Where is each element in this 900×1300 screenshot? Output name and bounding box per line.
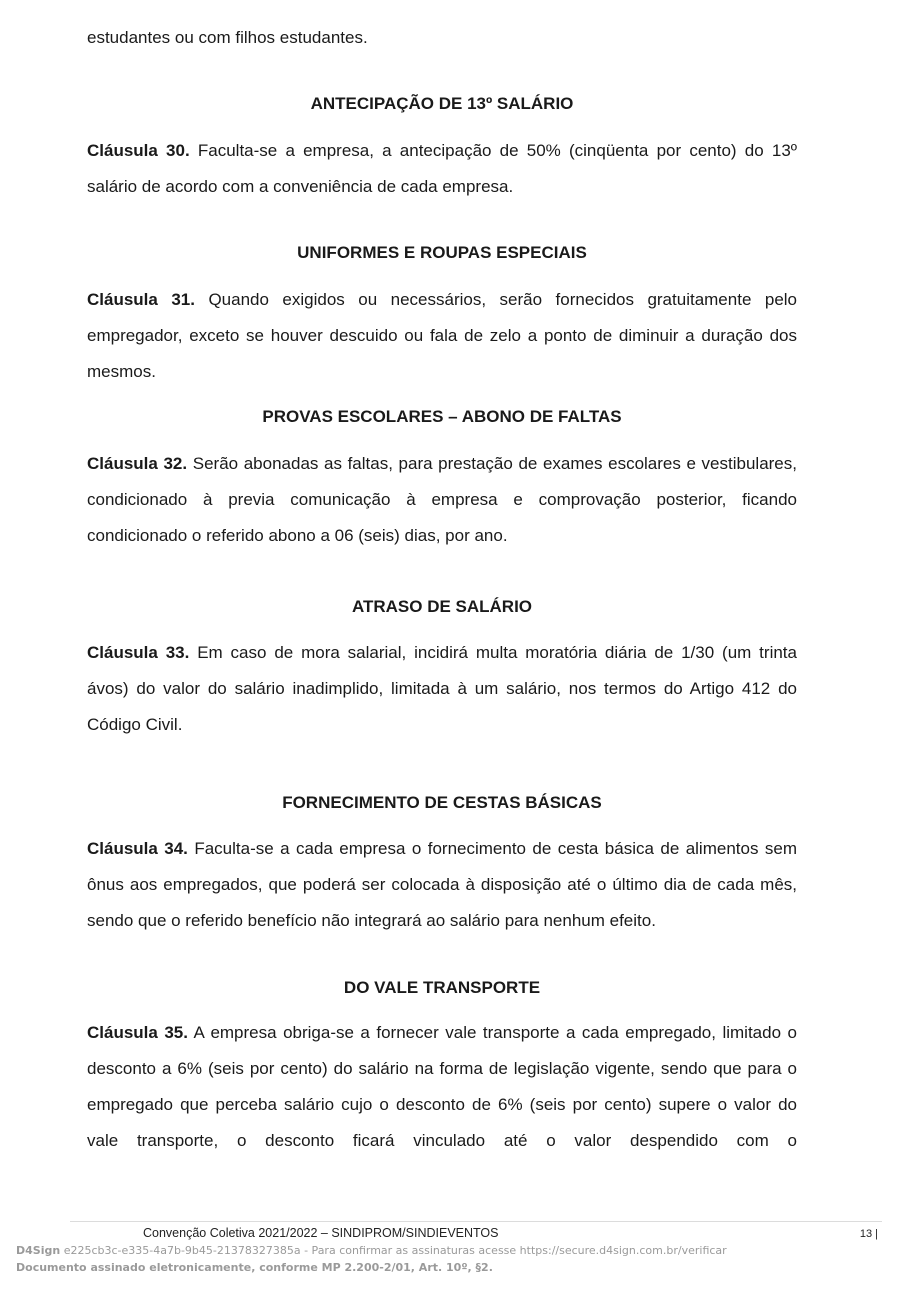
- clause-32-text: Serão abonadas as faltas, para prestação de exames escolares e vestibulares, condicionado à previa comunicação à empresa e comprovação posterior, ficando condicionado o referido abono a 06 (seis) dias, por ano.: [87, 454, 797, 545]
- clause-31: [87, 282, 797, 390]
- clause-33-text: Em caso de mora salarial, incidirá multa moratória diária de 1/30 (um trinta ávos) do valor do salário inadimplido, limitada à um salário, nos termos do Artigo 412 do Código Civil.: [87, 643, 797, 734]
- clause-32: [87, 446, 797, 554]
- intro-fragment: estudantes ou com filhos estudantes.: [87, 28, 368, 47]
- clause-30-label: Cláusula 30.: [87, 141, 190, 160]
- clause-33-label: Cláusula 33.: [87, 643, 190, 662]
- clause-30-text: Faculta-se a empresa, a antecipação de 50% (cinqüenta por cento) do 13º salário de acordo com a conveniência de cada empresa.: [87, 141, 797, 196]
- footer-page-number: 13 |: [859, 1228, 878, 1240]
- d4sign-verification-text: e225cb3c-e335-4a7b-9b45-21378327385a - Para confirmar as assinaturas acesse https://secure.d4sign.com.br/verificar: [63, 1244, 727, 1257]
- section-heading-13-salario: ANTECIPAÇÃO DE 13º SALÁRIO: [310, 94, 574, 113]
- clause-31-text: Quando exigidos ou necessários, serão fornecidos gratuitamente pelo empregador, exceto se houver descuido ou fala de zelo a ponto de diminuir a duração dos mesmos.: [87, 290, 798, 381]
- d4sign-brand: D4Sign: [16, 1244, 61, 1257]
- clause-34: [87, 831, 797, 939]
- clause-34-text: Faculta-se a cada empresa o fornecimento de cesta básica de alimentos sem ônus aos empregados, que poderá ser colocada à disposição até o último dia de cada mês, sendo que o referido benefício não integrará ao salário para nenhum efeito.: [87, 839, 797, 930]
- clause-35: [87, 1015, 797, 1159]
- footer-document-title: Convenção Coletiva 2021/2022 – SINDIPROM/SINDIEVENTOS: [143, 1226, 499, 1240]
- electronic-signature-note: Documento assinado eletronicamente, conforme MP 2.200-2/01, Art. 10º, §2.: [16, 1261, 493, 1274]
- section-heading-uniformes: UNIFORMES E ROUPAS ESPECIAIS: [297, 243, 587, 262]
- section-heading-provas-escolares: PROVAS ESCOLARES – ABONO DE FALTAS: [262, 407, 622, 426]
- clause-35-label: Cláusula 35.: [87, 1023, 188, 1042]
- clause-33: [87, 635, 797, 743]
- clause-32-label: Cláusula 32.: [87, 454, 188, 473]
- section-heading-vale-transporte: DO VALE TRANSPORTE: [343, 978, 541, 997]
- clause-30: [87, 133, 797, 205]
- footer-divider: [70, 1221, 882, 1222]
- clause-31-label: Cláusula 31.: [87, 290, 195, 309]
- clause-35-text: A empresa obriga-se a fornecer vale transporte a cada empregado, limitado o desconto a 6% (seis por cento) do salário na forma de legislação vigente, sendo que para o empregado que perceba salário cujo o desconto de 6% (seis por cento) supere o valor do vale transporte, o desconto ficará vinculado até o valor despendido com o: [87, 1023, 797, 1150]
- section-heading-cestas-basicas: FORNECIMENTO DE CESTAS BÁSICAS: [282, 793, 602, 812]
- clause-34-label: Cláusula 34.: [87, 839, 188, 858]
- section-heading-atraso-salario: ATRASO DE SALÁRIO: [351, 597, 533, 616]
- d4sign-verification-line: [16, 1244, 727, 1257]
